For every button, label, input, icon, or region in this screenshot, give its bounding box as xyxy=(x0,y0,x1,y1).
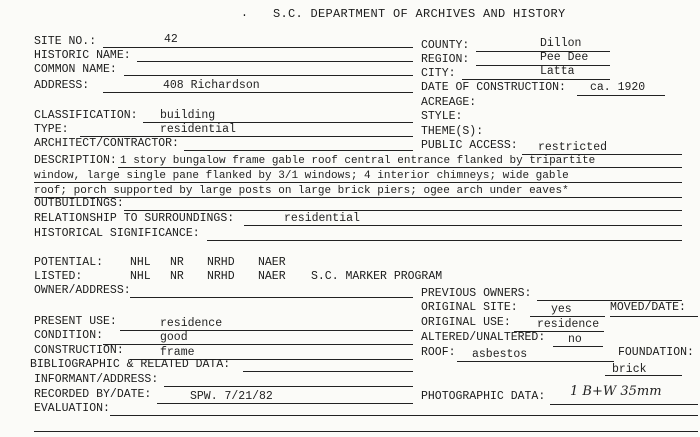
description-line-3: roof; porch supported by large posts on large brick piers; ogee arch under eaves* xyxy=(34,185,569,197)
condition-line xyxy=(103,344,413,345)
roof-value: asbestos xyxy=(472,348,528,361)
outbuildings-line xyxy=(124,210,682,211)
listed-label: LISTED: xyxy=(34,270,83,283)
architect-line xyxy=(184,150,413,151)
roof-line xyxy=(457,361,614,362)
outbuildings-label: OUTBUILDINGS: xyxy=(34,197,124,210)
region-value: Pee Dee xyxy=(540,51,589,64)
potential-label: POTENTIAL: xyxy=(34,256,104,269)
acreage-label: ACREAGE: xyxy=(421,96,477,109)
description-underline-3 xyxy=(34,197,682,198)
previous-owners-label: PREVIOUS OWNERS: xyxy=(421,287,532,300)
foundation-value: brick xyxy=(612,363,647,376)
address-line xyxy=(103,92,413,93)
type-label: TYPE: xyxy=(34,123,69,136)
description-label: DESCRIPTION: xyxy=(34,154,117,167)
informant-label: INFORMANT/ADDRESS: xyxy=(34,373,159,386)
theme-label: THEME(S): xyxy=(421,125,484,138)
public-access-label: PUBLIC ACCESS: xyxy=(421,139,518,152)
condition-value: good xyxy=(160,331,188,344)
county-label: COUNTY: xyxy=(421,39,470,52)
page-title: S.C. DEPARTMENT OF ARCHIVES AND HISTORY xyxy=(273,7,566,21)
evaluation-line-2 xyxy=(34,431,698,432)
potential-nr: NR xyxy=(170,256,184,269)
site-no-value: 42 xyxy=(164,33,178,46)
potential-nrhd: NRHD xyxy=(207,256,235,269)
recorded-label: RECORDED BY/DATE: xyxy=(34,388,152,401)
listed-nrhd: NRHD xyxy=(207,270,235,283)
listed-nhl: NHL xyxy=(130,270,151,283)
city-label: CITY: xyxy=(421,67,456,80)
altered-label: ALTERED/UNALTERED: xyxy=(421,331,546,344)
photographic-value: 1 B+W 35mm xyxy=(570,384,662,399)
present-use-label: PRESENT USE: xyxy=(34,315,117,328)
foundation-label: FOUNDATION: xyxy=(618,346,694,359)
listed-sc-marker: S.C. MARKER PROGRAM xyxy=(311,270,443,283)
informant-line xyxy=(164,386,413,387)
evaluation-line xyxy=(110,415,698,416)
public-access-value: restricted xyxy=(538,141,608,154)
city-line xyxy=(462,79,610,80)
date-construction-line xyxy=(577,95,665,96)
historic-name-label: HISTORIC NAME: xyxy=(34,49,131,62)
date-construction-label: DATE OF CONSTRUCTION: xyxy=(421,81,566,94)
recorded-line xyxy=(157,403,413,404)
potential-naer: NAER xyxy=(258,256,286,269)
description-underline-1 xyxy=(118,167,682,168)
construction-value: frame xyxy=(160,346,195,359)
address-value: 408 Richardson xyxy=(163,79,260,92)
listed-naer: NAER xyxy=(258,270,286,283)
relationship-label: RELATIONSHIP TO SURROUNDINGS: xyxy=(34,212,235,225)
original-site-label: ORIGINAL SITE: xyxy=(421,301,518,314)
construction-label: CONSTRUCTION: xyxy=(34,344,124,357)
moved-date-line xyxy=(610,316,698,317)
foundation-line xyxy=(605,375,682,376)
original-use-value: residence xyxy=(537,318,600,331)
owner-address-label: OWNER/ADDRESS: xyxy=(34,284,131,297)
historic-name-line xyxy=(137,61,413,62)
photographic-label: PHOTOGRAPHIC DATA: xyxy=(421,390,546,403)
description-line-2: window, large single pane flanked by 3/1 windows; 4 interior chimneys; wide gable xyxy=(34,170,569,182)
photographic-line xyxy=(550,404,698,405)
description-line-1: 1 story bungalow frame gable roof central entrance flanked by tripartite xyxy=(120,155,596,167)
description-underline-2 xyxy=(34,182,682,183)
evaluation-label: EVALUATION: xyxy=(34,402,110,415)
present-use-value: residence xyxy=(160,317,223,330)
potential-nhl: NHL xyxy=(130,256,151,269)
bibliographic-line xyxy=(243,371,413,372)
bibliographic-label: BIBLIOGRAPHIC & RELATED DATA: xyxy=(30,358,231,371)
style-label: STYLE: xyxy=(421,110,463,123)
relationship-value: residential xyxy=(284,212,360,225)
site-no-label: SITE NO.: xyxy=(34,35,97,48)
region-label: REGION: xyxy=(421,53,470,66)
roof-label: ROOF: xyxy=(421,346,456,359)
listed-nr: NR xyxy=(170,270,184,283)
architect-label: ARCHITECT/CONTRACTOR: xyxy=(34,137,179,150)
owner-address-line xyxy=(130,297,413,298)
historical-significance-line xyxy=(207,240,682,241)
moved-date-label: MOVED/DATE: xyxy=(610,301,686,314)
condition-label: CONDITION: xyxy=(34,329,104,342)
altered-line xyxy=(553,346,603,347)
original-site-value: yes xyxy=(551,303,572,316)
classification-label: CLASSIFICATION: xyxy=(34,109,138,122)
header-mark: . xyxy=(241,7,248,20)
type-value: residential xyxy=(160,123,236,136)
common-name-line xyxy=(124,75,413,76)
address-label: ADDRESS: xyxy=(34,79,90,92)
common-name-label: COMMON NAME: xyxy=(34,63,117,76)
historical-significance-label: HISTORICAL SIGNIFICANCE: xyxy=(34,227,200,240)
classification-value: building xyxy=(160,109,216,122)
recorded-value: SPW. 7/21/82 xyxy=(190,390,273,403)
date-construction-value: ca. 1920 xyxy=(590,81,646,94)
city-value: Latta xyxy=(540,65,575,78)
county-value: Dillon xyxy=(540,37,582,50)
original-site-line xyxy=(530,316,605,317)
altered-value: no xyxy=(568,333,582,346)
relationship-line xyxy=(244,225,682,226)
site-no-line xyxy=(103,47,413,48)
original-use-label: ORIGINAL USE: xyxy=(421,316,511,329)
